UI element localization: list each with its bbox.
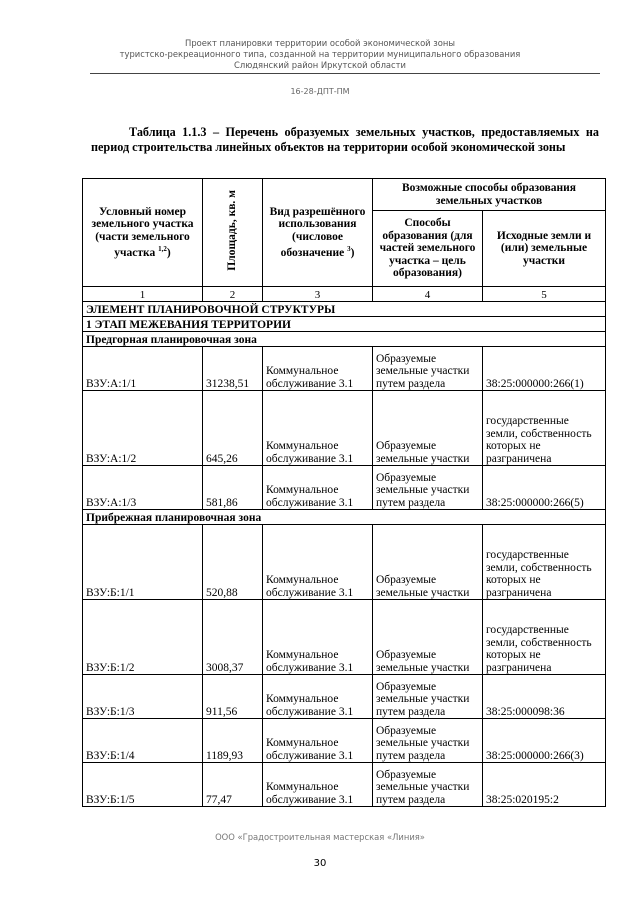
header-area: Площадь, кв. м	[203, 179, 263, 287]
table-row: ВЗУ:А:1/1 31238,51 Коммунальное обслуживание 3.1 Образуемые земельные участки путем раздела 38:25:000000:266(1)	[83, 347, 606, 391]
header-line-2: туристско-рекреационного типа, созданной на территории муниципального образования	[119, 49, 521, 59]
table-row: ВЗУ:А:1/2 645,26 Коммунальное обслуживание 3.1 Образуемые земельные участки государственные земли, собственность которых не разграничена	[83, 391, 606, 466]
table-caption: Таблица 1.1.3 – Перечень образуемых земельных участков, предоставляемых на период строительства линейных объектов на территории особой экономической зоны	[91, 125, 599, 154]
header-formation-method: Способы образования (для частей земельного участка – цель образования)	[373, 211, 483, 287]
header-line-1: Проект планировки территории особой экономической зоны	[185, 38, 455, 48]
section-title: ЭЛЕМЕНТ ПЛАНИРОВОЧНОЙ СТРУКТУРЫ	[83, 302, 606, 317]
table-row: ВЗУ:Б:1/5 77,47 Коммунальное обслуживание 3.1 Образуемые земельные участки путем раздела 38:25:020195:2	[83, 763, 606, 807]
document-code: 16-28-ДПТ-ПМ	[290, 87, 350, 96]
page-number: 30	[313, 858, 327, 869]
header-methods-group: Возможные способы образования земельных участков	[373, 179, 606, 211]
table-row: ВЗУ:А:1/3 581,86 Коммунальное обслуживание 3.1 Образуемые земельные участки путем раздела 38:25:000000:266(5)	[83, 466, 606, 510]
table-row: ВЗУ:Б:1/4 1189,93 Коммунальное обслуживание 3.1 Образуемые земельные участки путем раздела 38:25:000000:266(3)	[83, 719, 606, 763]
zone-title-b: Прибрежная планировочная зона	[83, 510, 606, 525]
header-divider	[90, 73, 600, 74]
header-permitted-use: Вид разрешённого использования (числовое обозначение $^3$)	[263, 179, 373, 287]
table-row: ВЗУ:Б:1/2 3008,37 Коммунальное обслуживание 3.1 Образуемые земельные участки государственные земли, собственность которых не разграничена	[83, 600, 606, 675]
table-row: ВЗУ:Б:1/3 911,56 Коммунальное обслуживание 3.1 Образуемые земельные участки путем раздела 38:25:000098:36	[83, 675, 606, 719]
header-plot-number: Условный номер земельного участка (части земельного участка $^{1,2}$)	[83, 179, 203, 287]
footer-company: ООО «Градостроительная мастерская «Линия»	[215, 832, 425, 842]
zone-title-a: Предгорная планировочная зона	[83, 332, 606, 347]
table-row: ВЗУ:Б:1/1 520,88 Коммунальное обслуживание 3.1 Образуемые земельные участки государственные земли, собственность которых не разграничена	[83, 525, 606, 600]
land-plots-table	[82, 178, 606, 807]
column-numbers-row: 1 2 3 4 5	[83, 287, 606, 302]
stage-title: 1 ЭТАП МЕЖЕВАНИЯ ТЕРРИТОРИИ	[83, 317, 606, 332]
header-line-3: Слюдянский район Иркутской области	[234, 60, 406, 70]
header-source-lands: Исходные земли и (или) земельные участки	[483, 211, 606, 287]
